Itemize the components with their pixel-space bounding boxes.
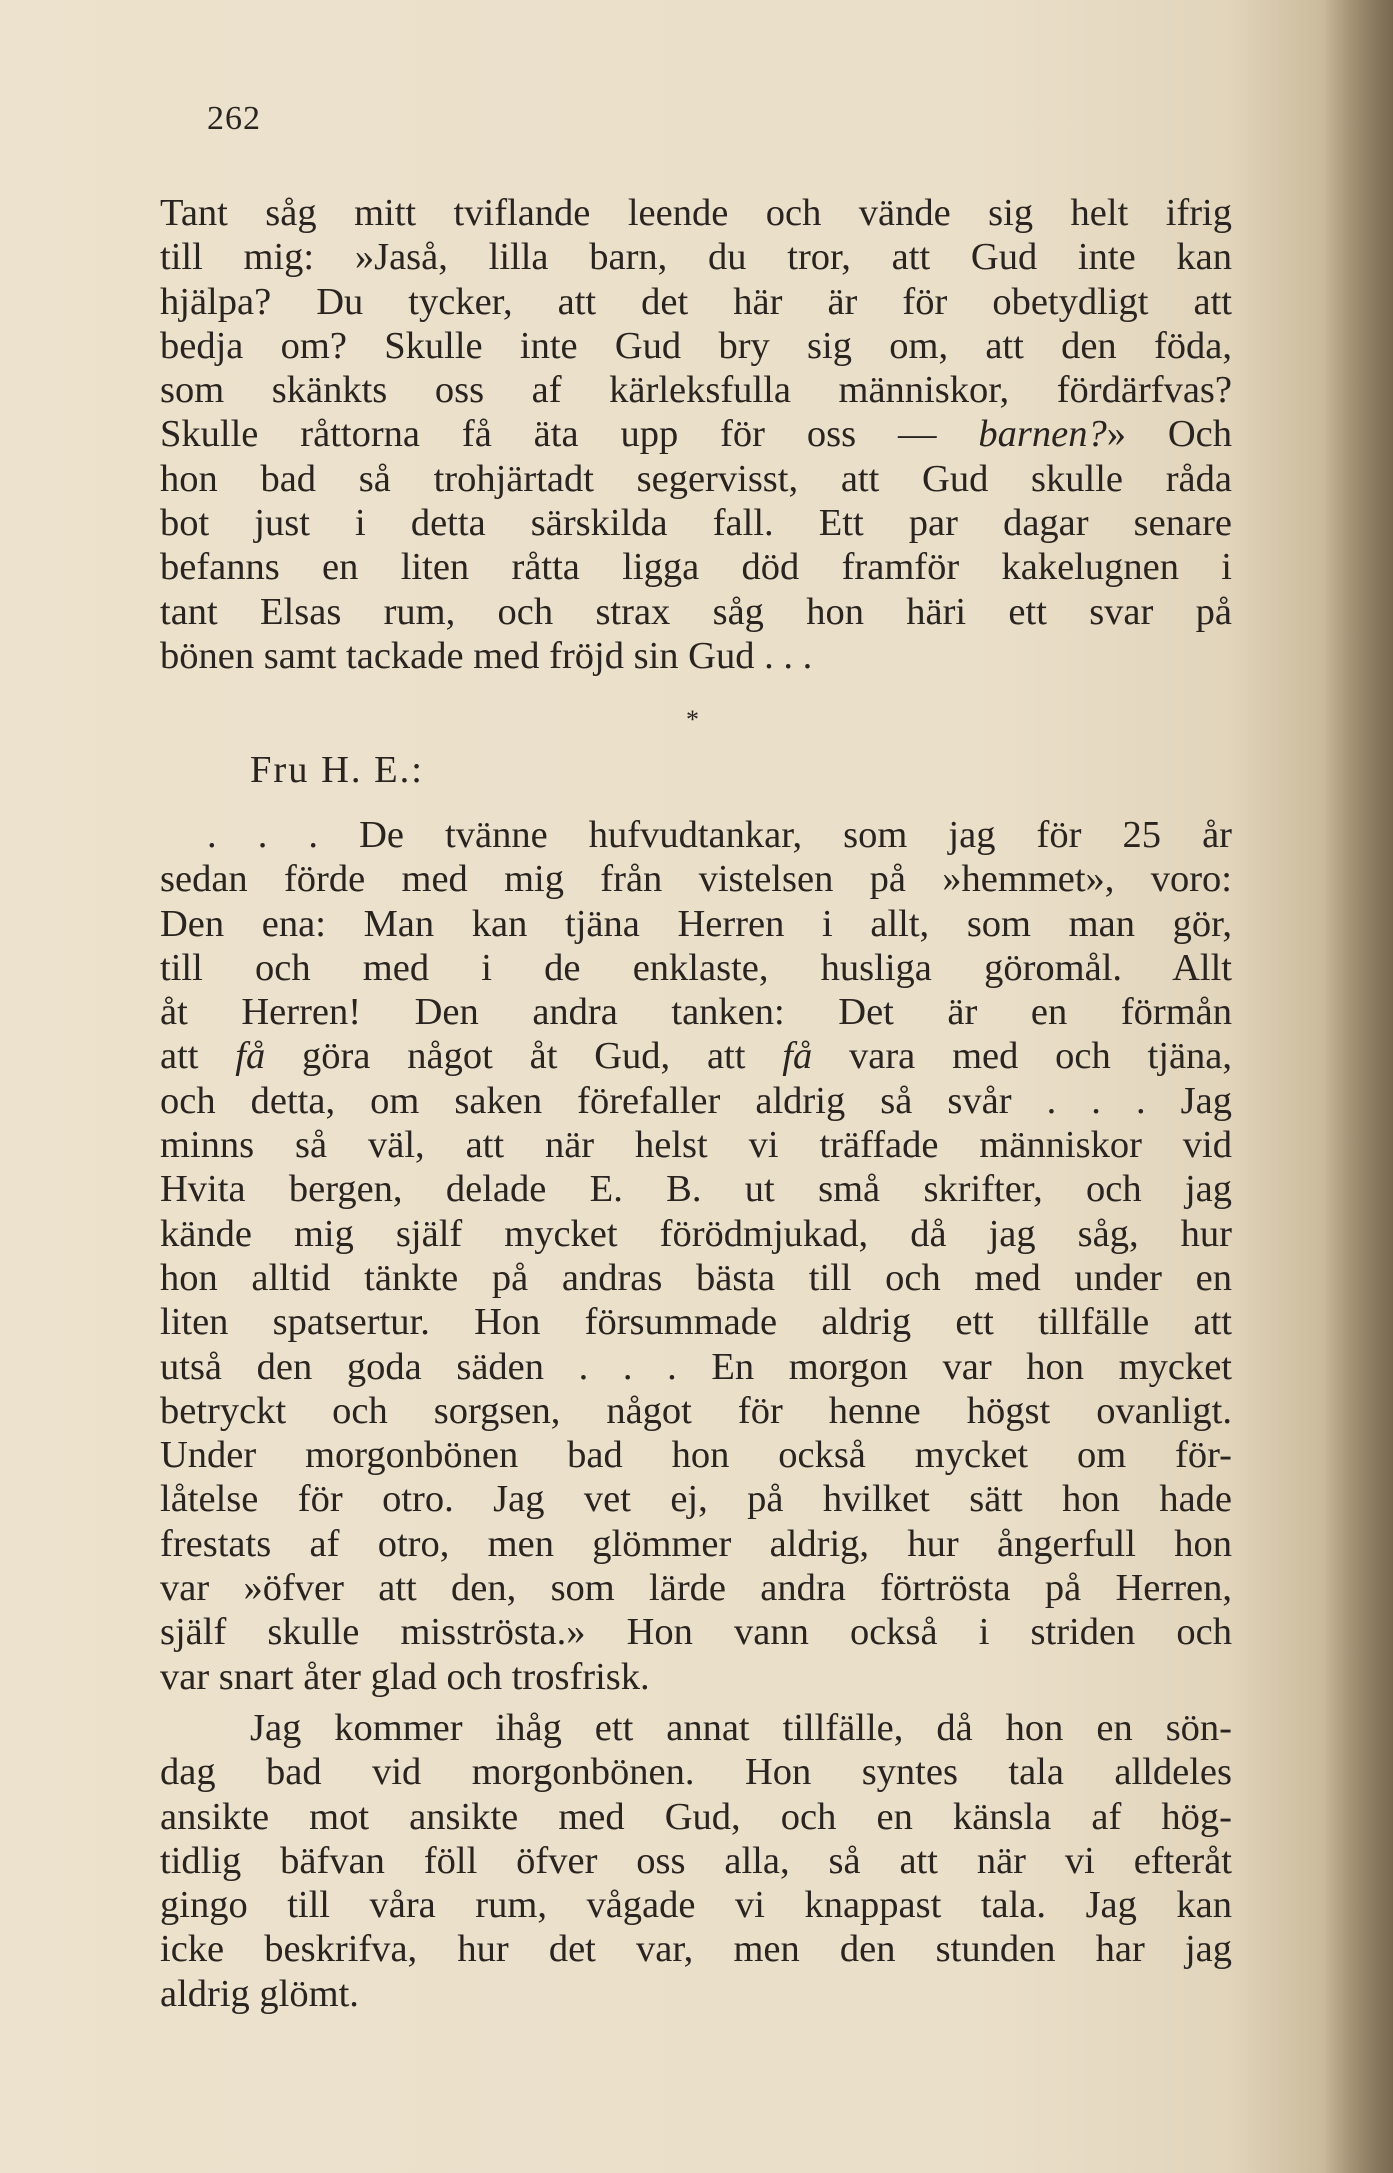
section-heading: Fru H. E.:	[250, 749, 424, 791]
text-line: Hvita bergen, delade E. B. ut små skrifter, och jag	[160, 1168, 1232, 1211]
text-line: betryckt och sorgsen, något för henne högst ovanligt.	[160, 1389, 1232, 1432]
paragraph-2	[160, 813, 1232, 1699]
text-line: Under morgonbönen bad hon också mycket om för-	[160, 1434, 1232, 1477]
paragraph-3	[160, 1706, 1232, 2016]
paragraph-1	[160, 191, 1232, 678]
text-line: aldrig glömt.	[160, 1972, 359, 2015]
text-line	[160, 1034, 1232, 1078]
text-line: hjälpa? Du tycker, att det här är för obetydligt att	[160, 280, 1232, 323]
text-line: sedan förde med mig från vistelsen på »hemmet», voro:	[160, 858, 1232, 901]
text-segment: Skulle råttorna få äta upp för oss —	[160, 413, 979, 456]
text-line: utså den goda säden . . . En morgon var hon mycket	[160, 1345, 1232, 1388]
text-line: minns så väl, att när helst vi träffade människor vid	[160, 1124, 1232, 1167]
text-line: frestats af otro, men glömmer aldrig, hur ångerfull hon	[160, 1522, 1232, 1565]
text-line: var snart åter glad och trosfrisk.	[160, 1655, 650, 1698]
page-number: 262	[207, 100, 261, 137]
text-line: Den ena: Man kan tjäna Herren i allt, som man gör,	[160, 902, 1232, 945]
text-segment: vara med och tjäna,	[812, 1035, 1233, 1078]
text-line: till mig: »Jaså, lilla barn, du tror, att Gud inte kan	[160, 236, 1232, 279]
text-line: åt Herren! Den andra tanken: Det är en förmån	[160, 991, 1232, 1034]
text-line: bedja om? Skulle inte Gud bry sig om, att den föda,	[160, 324, 1232, 367]
text-line: och detta, om saken förefaller aldrig så svår . . . Jag	[160, 1079, 1232, 1122]
text-line: hon alltid tänkte på andras bästa till och med under en	[160, 1256, 1232, 1299]
italic-word: barnen?	[978, 413, 1107, 456]
text-line: bot just i detta särskilda fall. Ett par dagar senare	[160, 502, 1232, 545]
text-line: dag bad vid morgonbönen. Hon syntes tala alldeles	[160, 1751, 1232, 1794]
text-line: befanns en liten råtta ligga död framför kakelugnen i	[160, 546, 1232, 589]
page-gutter-shadow	[1323, 0, 1393, 2173]
text-segment: göra något åt Gud, att	[265, 1035, 783, 1078]
text-line: bönen samt tackade med fröjd sin Gud . . .	[160, 634, 813, 677]
text-segment: att	[160, 1035, 236, 1078]
text-line: tant Elsas rum, och strax såg hon häri ett svar på	[160, 590, 1232, 633]
text-line: till och med i de enklaste, husliga göromål. Allt	[160, 946, 1232, 989]
italic-word: få	[782, 1035, 813, 1078]
text-line: låtelse för otro. Jag vet ej, på hvilket sätt hon hade	[160, 1478, 1232, 1521]
text-line: liten spatsertur. Hon försummade aldrig ett tillfälle att	[160, 1301, 1232, 1344]
text-line: . . . De tvänne hufvudtankar, som jag för 25 år	[207, 814, 1232, 856]
text-line: var »öfver att den, som lärde andra förtrösta på Herren,	[160, 1567, 1232, 1610]
text-line: icke beskrifva, hur det var, men den stunden har jag	[160, 1928, 1232, 1971]
section-separator: *	[686, 705, 699, 734]
text-line: ansikte mot ansikte med Gud, och en känsla af hög-	[160, 1795, 1232, 1838]
text-segment: » Och	[1106, 413, 1232, 456]
text-line	[160, 412, 1232, 456]
text-line: Tant såg mitt tviflande leende och vände sig helt ifrig	[160, 192, 1232, 234]
text-line: gingo till våra rum, vågade vi knappast tala. Jag kan	[160, 1884, 1232, 1927]
text-line: kände mig själf mycket förödmjukad, då jag såg, hur	[160, 1212, 1232, 1255]
text-line: tidlig bäfvan föll öfver oss alla, så att när vi efteråt	[160, 1839, 1232, 1882]
italic-word: få	[235, 1035, 266, 1078]
text-line: Jag kommer ihåg ett annat tillfälle, då hon en sön-	[250, 1707, 1232, 1749]
text-line: själf skulle misströsta.» Hon vann också i striden och	[160, 1611, 1232, 1654]
text-line: som skänkts oss af kärleksfulla människor, fördärfvas?	[160, 369, 1232, 412]
text-line: hon bad så trohjärtadt segervisst, att Gud skulle råda	[160, 457, 1232, 500]
